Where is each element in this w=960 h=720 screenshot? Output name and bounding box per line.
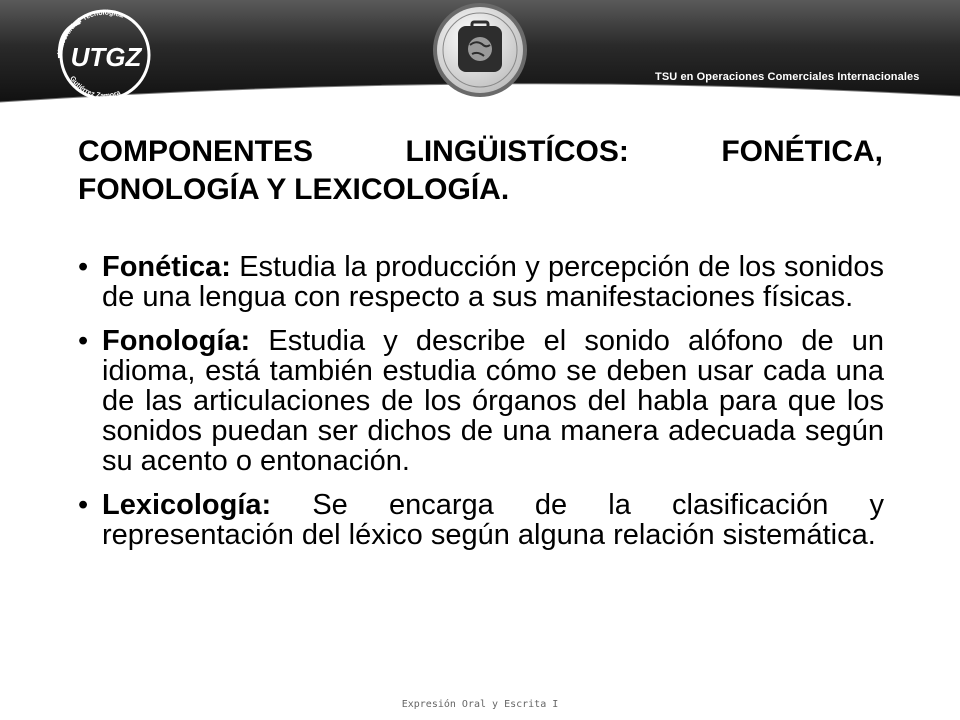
- program-name: TSU en Operaciones Comerciales Internacionales: [655, 71, 920, 83]
- list-item: [78, 252, 884, 312]
- slide-title: COMPONENTES LINGÜISTÍCOS: FONÉTICA, FONOLOGÍA Y LEXICOLOGÍA.: [78, 135, 883, 206]
- footer-course-name: Expresión Oral y Escrita I: [401, 699, 559, 710]
- bullet-icon: •: [78, 489, 89, 521]
- list-item: [78, 490, 884, 550]
- logo-campus-name: Gutiérrez Zamora: [68, 75, 122, 100]
- program-emblem: [433, 3, 527, 97]
- bullet-icon: •: [78, 325, 89, 357]
- bullet-icon: •: [78, 251, 89, 283]
- term-definition: Estudia la producción y percepción de los sonidos de una lengua con respecto a sus manifestaciones físicas.: [102, 251, 884, 313]
- term-label: Lexicología:: [102, 489, 272, 521]
- header-banner: [0, 0, 960, 112]
- list-item: [78, 326, 884, 476]
- logo-university-name: Universidad Tecnológica: [56, 9, 125, 56]
- header-background: [0, 0, 960, 112]
- logo-letters: UTGZ: [70, 42, 142, 72]
- term-definition: Se encarga de la clasificación y representación del léxico según alguna relación sistemática.: [102, 489, 884, 551]
- term-label: Fonética:: [102, 251, 231, 283]
- term-definition: Estudia y describe el sonido alófono de un idioma, está también estudia cómo se deben usar cada una de las articulaciones de los órganos del habla para que los sonidos puedan ser dichos de una manera adecuada según su acento o entonación.: [102, 325, 884, 477]
- bullet-list: [78, 252, 884, 564]
- term-label: Fonología:: [102, 325, 251, 357]
